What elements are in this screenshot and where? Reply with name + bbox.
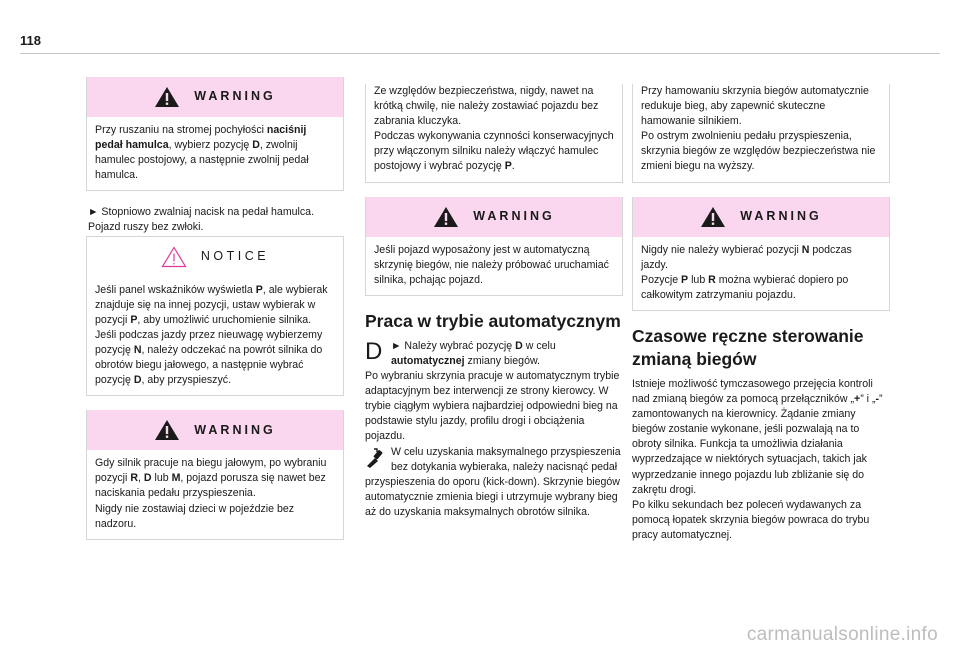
braking-intro-body — [633, 84, 889, 175]
text: Przy ruszaniu na stromej pochyłości — [95, 124, 267, 136]
text: , zwolnij hamulec postojowy, a następnie zwolnij pedał hamulca. — [95, 139, 309, 182]
step-release-brake: ► Stopniowo zwalniaj nacisk na pedał hamulca. Pojazd ruszy bez zwłoki. — [88, 206, 315, 234]
text: Przy hamowaniu skrzynia biegów automatycznie redukuje bieg, aby zapewnić skuteczne hamowanie silnikiem. — [641, 85, 869, 128]
text: ” i „ — [860, 393, 876, 406]
kick-down-pedal-icon — [365, 447, 383, 469]
warning-title: WARNING — [473, 209, 555, 224]
section-title-manual: Czasowe ręczne sterowanie zmianą biegów — [632, 325, 864, 369]
emphasis: - — [875, 393, 880, 406]
notice-box — [86, 236, 344, 397]
automatic-mode-content — [365, 339, 623, 520]
warning-box-neutral — [632, 197, 890, 311]
emphasis: P — [504, 160, 512, 173]
emphasis: N — [133, 343, 142, 356]
emphasis: + — [854, 393, 861, 406]
text: Jeśli panel wskaźników wyświetla — [95, 283, 256, 296]
text: można wybierać dopiero po całkowitym zatrzymaniu pojazdu. — [641, 273, 849, 301]
warning-triangle-icon — [433, 206, 459, 228]
emphasis: M — [171, 472, 181, 485]
braking-intro-box — [632, 84, 890, 183]
notice-body — [87, 277, 343, 389]
warning-triangle-icon — [154, 419, 180, 441]
warning-box-push-start — [365, 197, 623, 296]
manual-mode-content — [632, 377, 890, 543]
text: ” zamontowanych na kierownicy. Żądanie zmiany biegów zostanie wykonane, jeśli pozwalają na to obroty silnika. Funkcja ta umożliwia działania wyprzedzające w niektórych sytuacjach, takich jak wyprzedzanie innego pojazdu lub zbliżanie się do zakrętu drogi. — [632, 393, 883, 496]
warning-title: WARNING — [194, 422, 276, 437]
text: Pozycje — [641, 273, 682, 286]
text: Ze względów bezpieczeństwa, nigdy, nawet na krótką chwilę, nie należy zostawiać pojazdu bez zabrania kluczyka. — [374, 85, 599, 128]
emphasis: D — [252, 139, 260, 152]
notice-title: NOTICE — [200, 249, 270, 264]
text: Po ostrym zwolnieniu pedału przyspieszenia, skrzynia biegów ze względów bezpieczeństwa nie zmieni biegu na wyższy. — [641, 130, 876, 173]
warning-triangle-icon — [700, 206, 726, 228]
text: Nigdy nie zostawiaj dzieci w pojeździe bez nadzoru. — [95, 502, 295, 530]
text: , aby umożliwić uruchomienie silnika. — [137, 313, 312, 326]
emphasis: N — [801, 243, 810, 256]
text: , ale wybierak znajduje się na innej pozycji, ustaw wybierak w pozycji — [95, 283, 328, 326]
column-3 — [632, 84, 890, 543]
warning-title: WARNING — [194, 89, 276, 104]
emphasis: D — [143, 472, 152, 485]
warning-body — [87, 117, 343, 183]
text: lub — [688, 273, 709, 286]
warning-body — [87, 450, 343, 531]
text: , należy odczekać na powrót silnika do obrotów biegu jałowego, a następnie wybrać pozycję — [95, 343, 323, 387]
text: . — [511, 160, 515, 173]
text: w celu — [522, 339, 556, 352]
text: Po kilku sekundach bez poleceń wydawanych za pomocą łopatek skrzynia biegów powraca do trybu pracy automatycznej. — [632, 498, 870, 541]
text: , wybierz pozycję — [168, 139, 253, 152]
emphasis: automatycznej — [391, 354, 465, 367]
emphasis: P — [130, 313, 138, 326]
warning-header — [87, 77, 343, 117]
warning-title: WARNING — [740, 209, 822, 224]
warning-box-idle-creep — [86, 410, 344, 539]
page-number: 118 — [20, 33, 41, 48]
warning-body — [366, 237, 622, 288]
text: ► Należy wybrać pozycję — [391, 339, 516, 352]
column-1 — [86, 77, 344, 554]
warning-box-start-on-slope — [86, 77, 344, 191]
safety-intro-body — [366, 84, 622, 175]
notice-triangle-icon — [161, 246, 187, 268]
text: Po wybraniu skrzynia pracuje w automatycznym trybie adaptacyjnym bez interwencji ze strony kierowcy. W trybie ciągłym wybiera najbardziej odpowiedni bieg na podstawie stylu jazdy, profilu drogi i obciążenia pojazdu. — [365, 370, 620, 443]
header-rule — [20, 53, 940, 54]
safety-intro-box — [365, 84, 623, 183]
text: , — [137, 472, 144, 485]
warning-body — [633, 237, 889, 303]
warning-header — [366, 197, 622, 237]
drop-cap: D — [365, 337, 383, 365]
emphasis: D — [515, 339, 523, 352]
text: Jeśli pojazd wyposażony jest w automatyczną skrzynię biegów, nie należy próbować uruchamiać silnika, pchając pojazd. — [374, 243, 609, 286]
text: lub — [151, 472, 172, 485]
emphasis: P — [681, 273, 689, 286]
warning-header — [87, 410, 343, 450]
notice-header — [87, 236, 343, 277]
emphasis: D — [133, 374, 142, 387]
emphasis: P — [255, 283, 263, 296]
emphasis: R — [130, 472, 138, 485]
text: Podczas wykonywania czynności konserwacyjnych przy włączonym silniku należy włączyć hamulec postojowy i wybrać pozycję — [374, 130, 614, 173]
column-2 — [365, 84, 623, 520]
text: zmiany biegów. — [464, 354, 540, 367]
warning-triangle-icon — [154, 86, 180, 108]
text: W celu uzyskania maksymalnego przyspieszenia bez dotykania wybieraka, należy nacisnąć pedał przyspieszenia do oporu (kick-down). Skrzynie biegów automatycznie zmienia biegi i utrzymuje wybrany bieg aż do uzyskania maksymalnych obrotów silnika. — [365, 445, 621, 518]
watermark: carmanualsonline.info — [746, 624, 938, 645]
text: Jeśli podczas jazdy przez nieuwagę wybierzemy pozycję — [95, 328, 323, 356]
text: Istnieje możliwość tymczasowego przejęcia kontroli nad zmianą biegów za pomocą przełączników „ — [632, 377, 873, 406]
emphasis: R — [708, 273, 716, 286]
section-title-automatic: Praca w trybie automatycznym — [365, 310, 621, 331]
text: Gdy silnik pracuje na biegu jałowym, po wybraniu pozycji — [95, 457, 327, 485]
text: , pojazd porusza się nawet bez naciskania pedału przyspieszenia. — [95, 472, 326, 500]
text: , aby przyspieszyć. — [141, 374, 232, 387]
text: Nigdy nie należy wybierać pozycji — [641, 243, 802, 256]
text: podczas jazdy. — [641, 243, 852, 271]
warning-header — [633, 197, 889, 237]
emphasis: naciśnij pedał hamulca — [95, 124, 307, 152]
